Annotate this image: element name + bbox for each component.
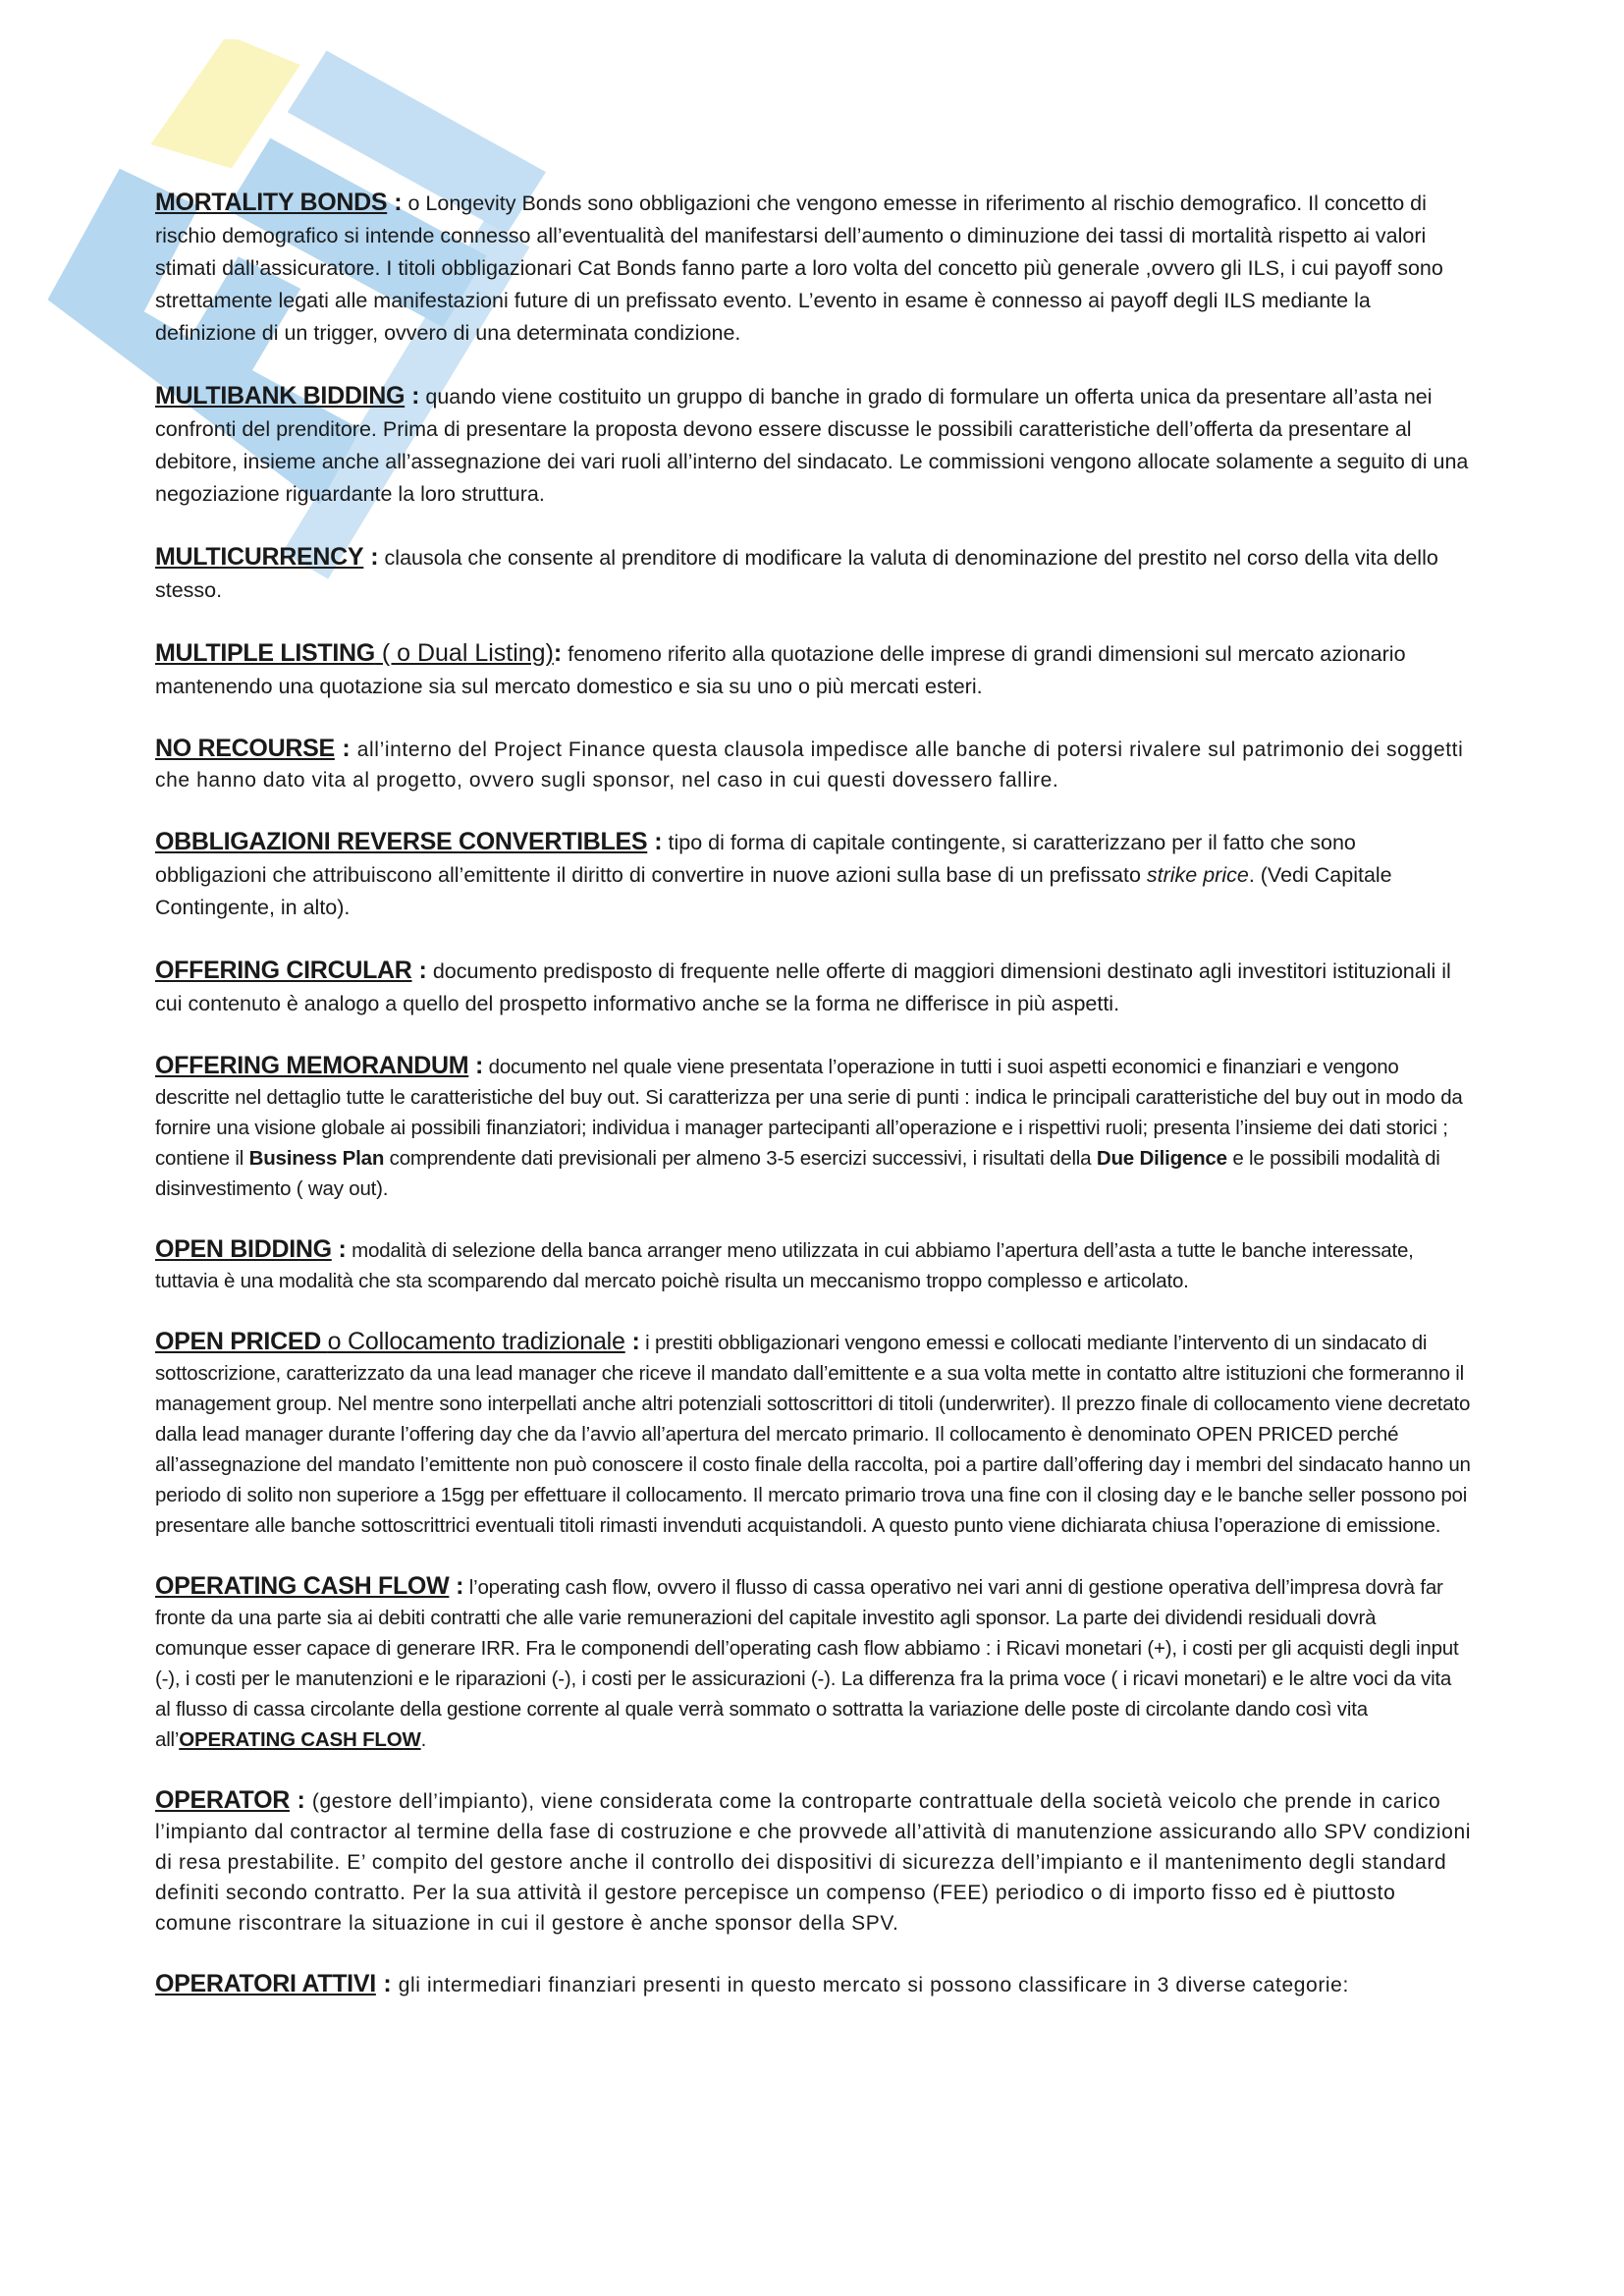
glossary-entry-multibank-bidding (155, 380, 1471, 511)
entry-definition-tail: . (420, 1728, 427, 1751)
entry-definition: tipo di forma di capitale contingente, si caratterizzano per il fatto che sono obbligazioni che attribuiscono all’emittente il diritto di convertire in nuove azioni sulla base di un prefissato (155, 831, 1356, 887)
entry-term: MULTIBANK BIDDING (155, 382, 406, 410)
entry-definition: l’operating cash flow, ovvero il flusso di cassa operativo nei vari anni di gestione operativa dell’impresa dovrà far fronte da una parte sia ai debiti contratti che alle varie remunerazioni del capitale investito agli sponsor. La parte dei dividendi residuali dovrà comunque esser capace di generare IRR. Fra le componendi dell’operating cash flow abbiamo : i Ricavi monetari (+), i costi per gli acquisti degli input (-), i costi per le manutenzioni e le riparazioni (-), i costi per le assicurazioni (-). La differenza fra la prima voce ( i ricavi monetari) e le altre voci da vita al flusso di cassa circolante della gestione corrente al quale verrà sommato o sottratta la variazione delle poste di circolante dando così vita all’ (155, 1576, 1459, 1751)
entry-definition: fenomeno riferito alla quotazione delle imprese di grandi dimensioni sul mercato azionario mantenendo una quotazione sia sul mercato domestico e sia su uno o più mercati esteri. (155, 642, 1406, 698)
entry-term: OPERATOR (155, 1786, 290, 1814)
entry-definition: documento predisposto di frequente nelle offerte di maggiori dimensioni destinato agli investitori istituzionali il cui contenuto è analogo a quello del prospetto informativo anche se la forma ne differisce in più aspetti. (155, 959, 1451, 1015)
entry-colon: : (647, 828, 663, 855)
entry-term: OPERATING CASH FLOW (155, 1572, 450, 1600)
glossary-entry-open-bidding (155, 1234, 1471, 1296)
entry-colon: : (334, 735, 352, 762)
entry-definition: quando viene costituito un gruppo di banche in grado di formulare un offerta unica da presentare all’asta nei confronti del prenditore. Prima di presentare la proposta devono essere discusse le possibili caratteristiche dell’offerta da presentare al debitore, insieme anche all’assegnazione dei vari ruoli all’interno del sindacato. Le commissioni vengono allocate solamente a seguito di una negoziazione riguardante la loro struttura. (155, 385, 1469, 506)
glossary-entry-operatori-attivi (155, 1969, 1471, 2000)
glossary-entry-multicurrency (155, 541, 1471, 607)
entry-term: NO RECOURSE (155, 735, 335, 762)
entry-term: OBBLIGAZIONI REVERSE CONVERTIBLES (155, 828, 648, 855)
glossary-entry-mortality-bonds (155, 187, 1471, 350)
glossary-entry-no-recourse (155, 734, 1471, 795)
entry-definition-tail: e le possibili modalità di disinvestimento ( way out). (155, 1147, 1440, 1200)
entry-definition: (gestore dell’impianto), viene considerata come la controparte contrattuale della società veicolo che prende in carico l’impianto dal contractor al termine della fase di costruzione e che provvede all’attività di manutenzione assicurando allo SPV condizioni di resa prestabilite. E’ compito del gestore anche il controllo dei dispositivi di sicurezza dell’impianto e il mantenimento degli standard definiti secondo contratto. Per la sua attività il gestore percepisce un compenso (FEE) periodico o di importo fisso ed è piuttosto comune riscontrare la situazione in cui il gestore è anche sponsor della SPV. (155, 1790, 1471, 1935)
entry-definition-middle: comprendente dati previsionali per almeno 3-5 esercizi successivi, i risultati della (384, 1147, 1097, 1170)
glossary-entry-obbligazioni-reverse-convertibles (155, 826, 1471, 924)
entry-term: MORTALITY BONDS (155, 189, 388, 216)
entry-term: OPERATORI ATTIVI (155, 1970, 376, 1997)
entry-colon: : (387, 189, 403, 216)
entry-term: OFFERING CIRCULAR (155, 957, 412, 984)
entry-colon: : (553, 639, 563, 667)
entry-colon: : (468, 1052, 484, 1079)
entry-definition: modalità di selezione della banca arranger meno utilizzata in cui abbiamo l’apertura dell’asta a tutte le banche interessate, tuttavia è una modalità che sta scomparendo dal mercato poichè risulta un meccanismo troppo complesso e articolato. (155, 1239, 1414, 1292)
glossary-entry-multiple-listing (155, 637, 1471, 703)
entry-term-alias: o Collocamento tradizionale (327, 1328, 625, 1355)
entry-italic-term: strike price (1146, 863, 1249, 887)
entry-bold-due-diligence: Due Diligence (1096, 1147, 1227, 1170)
entry-definition-tail: . (Vedi Capitale Contingente, in alto). (155, 863, 1392, 919)
entry-definition: i prestiti obbligazionari vengono emessi e collocati mediante l’intervento di un sindacato di sottoscrizione, caratterizzato da una lead manager che riceve il mandato dall’emittente e a sua volta mette in contatto altre istituzioni che formeranno il management group. Nel mentre sono interpellati anche altri potenziali sottoscrittori di titoli (underwriter). Il prezzo finale di collocamento viene decretato dalla lead manager durante l’offering day che da l’avvio all’apertura del mercato primario. Il collocamento è denominato OPEN PRICED perché all’assegnazione del mandato l’emittente non può conoscere il costo finale della raccolta, poi a partire dall’offering day i membri del sindacato hanno un periodo di solito non superiore a 15gg per effettuare il collocamento. Il mercato primario trova una fine con il closing day e le banche seller possono poi presentare alle banche sottoscrittrici eventuali titoli rimasti invenduti acquistandoli. A questo punto viene dichiarata chiusa l’operazione di emissione. (155, 1332, 1471, 1537)
glossary-entry-operator (155, 1785, 1471, 1939)
glossary-entry-offering-circular (155, 955, 1471, 1020)
entry-term: OPEN BIDDING (155, 1235, 332, 1263)
entry-term: OFFERING MEMORANDUM (155, 1052, 469, 1079)
entry-colon: : (331, 1235, 347, 1263)
glossary-page (155, 187, 1471, 2031)
entry-term-alias: ( o Dual Listing) (374, 639, 554, 667)
entry-colon: : (411, 957, 427, 984)
entry-term: MULTICURRENCY (155, 543, 364, 571)
entry-definition: gli intermediari finanziari presenti in questo mercato si possono classificare in 3 diverse categorie: (392, 1974, 1349, 1996)
glossary-entry-open-priced (155, 1327, 1471, 1541)
glossary-entry-operating-cash-flow (155, 1571, 1471, 1755)
entry-colon: : (375, 1970, 393, 1997)
entry-term: MULTIPLE LISTING (155, 639, 375, 667)
entry-colon: : (624, 1328, 640, 1355)
entry-bold-business-plan: Business Plan (248, 1147, 385, 1170)
entry-definition: o Longevity Bonds sono obbligazioni che vengono emesse in riferimento al rischio demografico. Il concetto di rischio demografico si intende connesso all’eventualità del manifestarsi dell’aumento o diminuzione dei tassi di mortalità rispetto ai valori stimati dall’assicuratore. I titoli obbligazionari Cat Bonds fanno parte a loro volta del concetto più generale ,ovvero gli ILS, i cui payoff sono strettamente legati alle manifestazioni future di un prefissato evento. L’evento in esame è connesso ai payoff degli ILS mediante la definizione di un trigger, ovvero di una determinata condizione. (155, 191, 1443, 345)
entry-term: OPEN PRICED (155, 1328, 328, 1355)
entry-colon: : (363, 543, 379, 571)
entry-definition: all’interno del Project Finance questa clausola impedisce alle banche di potersi rivalere sul patrimonio dei soggetti che hanno dato vita al progetto, ovvero sugli sponsor, nel caso in cui questi dovessero fallire. (155, 738, 1464, 792)
glossary-entry-offering-memorandum (155, 1051, 1471, 1204)
entry-colon: : (449, 1572, 464, 1600)
entry-definition: clausola che consente al prenditore di modificare la valuta di denominazione del prestito nel corso della vita dello stesso. (155, 546, 1438, 602)
entry-bold-operating-cash-flow: OPERATING CASH FLOW (179, 1728, 421, 1751)
entry-definition: documento nel quale viene presentata l’operazione in tutti i suoi aspetti economici e finanziari e vengono descritte nel dettaglio tutte le caratteristiche del buy out. Si caratterizza per una serie di punti : indica le principali caratteristiche del buy out in modo da fornire una visione globale ai possibili finanziatori; individua i manager partecipanti all’operazione e i rispettivi ruoli; presenta l’insieme dei dati storici ; contiene il (155, 1056, 1463, 1170)
entry-colon: : (289, 1786, 306, 1814)
entry-colon: : (405, 382, 420, 410)
